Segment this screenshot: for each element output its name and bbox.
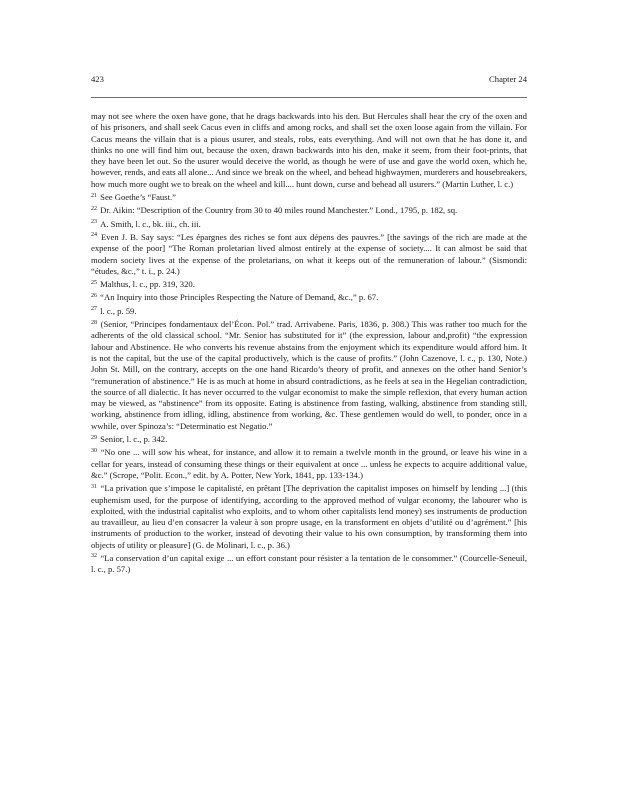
footnote-text: l. c., p. 59.	[100, 305, 137, 316]
footnote-23	[91, 219, 527, 230]
footnote-number: 26	[91, 292, 97, 299]
footnote-31	[91, 483, 527, 551]
footnote-28	[91, 319, 527, 432]
footnote-number: 29	[91, 434, 97, 441]
page-number: 423	[91, 74, 104, 84]
footnote-text: “No one ... will sow his wheat, for instance, and allow it to remain a twelvle month in the ground, or leave his wine in a cellar for years, instead of consuming these things or their equivalent at once ... unless he expects to acquire additional value, &c.” (Scrope, “Polit. Econ.,” edit. by A. Potter, New York, 1841, pp. 133-134.)	[91, 447, 527, 480]
footnote-text: Senior, l. c., p. 342.	[100, 434, 168, 445]
continuation-paragraph: may not see where the oxen have gone, that he drags backwards into his den. But Hercules shall hear the cry of the oxen and of his prisoners, and shall seek Cacus even in cliffs and among rocks, and shall set the oxen loose again from the villain. For Cacus means the villain that is a pious usurer, and steals, robs, eats everything. And will not own that he has done it, and thinks no one will find him out, because the oxen, drawn backwards into his den, make it seem, from their foot-prints, that they have been let out. So the usurer would deceive the world, as though he were of use and gave the world oxen, which he, however, rends, and eats all alone... And since we break on the wheel, and behead highwaymen, murderers and housebreakers, how much more ought we to break on the wheel and kill.... hunt down, curse and behead all usurers.” (Martin Luther, l. c.)	[91, 111, 527, 189]
footnote-21	[91, 192, 527, 203]
footnote-number: 25	[91, 279, 97, 286]
footnote-text: See Goethe’s “Faust.”	[100, 192, 176, 203]
running-header	[91, 73, 527, 87]
page-body	[91, 111, 527, 576]
footnote-number: 27	[91, 306, 97, 313]
footnote-25	[91, 279, 527, 290]
footnote-26	[91, 292, 527, 303]
footnote-number: 22	[91, 205, 97, 212]
footnote-text: Dr. Aikin: “Description of the Country from 30 to 40 miles round Manchester.” Lond., 1795, p. 182, sq.	[100, 205, 458, 216]
chapter-title: Chapter 24	[489, 74, 527, 84]
footnote-text: “La privation que s’impose le capitalisté, en prêtant [The deprivation the capitalist imposes on himself by lending ...] (this euphemism used, for the purpose of identifying, according to the approved method of vulgar economy, the labourer who is exploited, with the industrial capitalist who exploits, and to whom other capitalists lend money) ses instruments de production au travailleur, au lieu d’en consacrer la valeur à son propre usage, en la transforment en objets d’utilité ou d’agrément.” [his instruments of production to the worker, instead of devoting their value to his own consumption, by transforming them into objects of utility or pleasure] (G. de Molinari, l. c., p. 36.)	[91, 483, 527, 550]
footnote-number: 31	[91, 483, 97, 490]
footnote-number: 24	[91, 232, 97, 239]
footnote-29	[91, 434, 527, 445]
footnote-text: Even J. B. Say says: “Les épargnes des riches se font aux dépens des pauvres.” [the savings of the rich are made at the expense of the poor] “The Roman proletarian lived almost entirely at the expense of society.... It can almost be said that modern society lives at the expense of the proletarians, on what it keeps out of the remuneration of labour.” (Sismondi: “études, &c.,” t. i., p. 24.)	[91, 231, 527, 276]
footnote-text: (Senior, “Principes fondamentaux del’Écon. Pol.” trad. Arrivabene. Paris, 1836, p. 308.) This was rather too much for the adherents of the old classical school. “Mr. Senior has substituted for it” (the expression, labour and,profit) “the expression labour and Abstinence. He who converts his revenue abstains from the enjoyment which its expenditure would afford him. It is not the capital, but the use of the capital productively, which is the cause of profits.” (John Cazenove, l. c., p. 130, Note.) John St. Mill, on the contrary, accepts on the one hand Ricardo’s theory of profit, and annexes on the other hand Senior’s “remuneration of abstinence.” He is as much at home in absurd contradictions, as he feels at sea in the Hegelian contradiction, the source of all dialectic. It has never occurred to the vulgar economist to make the simple reflexion, that every human action may be viewed, as “abstinence” from its opposite. Eating is abstinence from fasting, walking, abstinence from standing still, working, abstinence from idling, idling, abstinence from working, &c. These gentlemen would do well, to ponder, once in a wwhile, over Spinoza’s: “Determinatio est Negatio.”	[91, 319, 527, 431]
footnote-text: “La conservation d’un capital exige ... un effort constant pour résister a la tentation de le consommer.” (Courcelle-Seneuil, l. c., p. 57.)	[91, 552, 527, 575]
footnote-22	[91, 205, 527, 216]
footnote-text: “An Inquiry into those Principles Respecting the Nature of Demand, &c.,” p. 67.	[100, 292, 379, 303]
footnote-30	[91, 447, 527, 481]
footnote-number: 23	[91, 219, 97, 226]
footnote-number: 32	[91, 553, 97, 560]
footnote-text: Malthus, l. c., pp. 319, 320.	[100, 279, 195, 290]
footnote-27	[91, 306, 527, 317]
footnote-32	[91, 553, 527, 576]
footnote-number: 28	[91, 319, 97, 326]
header-rule	[91, 97, 527, 98]
footnote-24	[91, 232, 527, 277]
footnote-text: A. Smith, l. c., bk. iii., ch. iii.	[100, 218, 201, 229]
footnote-number: 30	[91, 447, 97, 454]
footnote-number: 21	[91, 192, 97, 199]
